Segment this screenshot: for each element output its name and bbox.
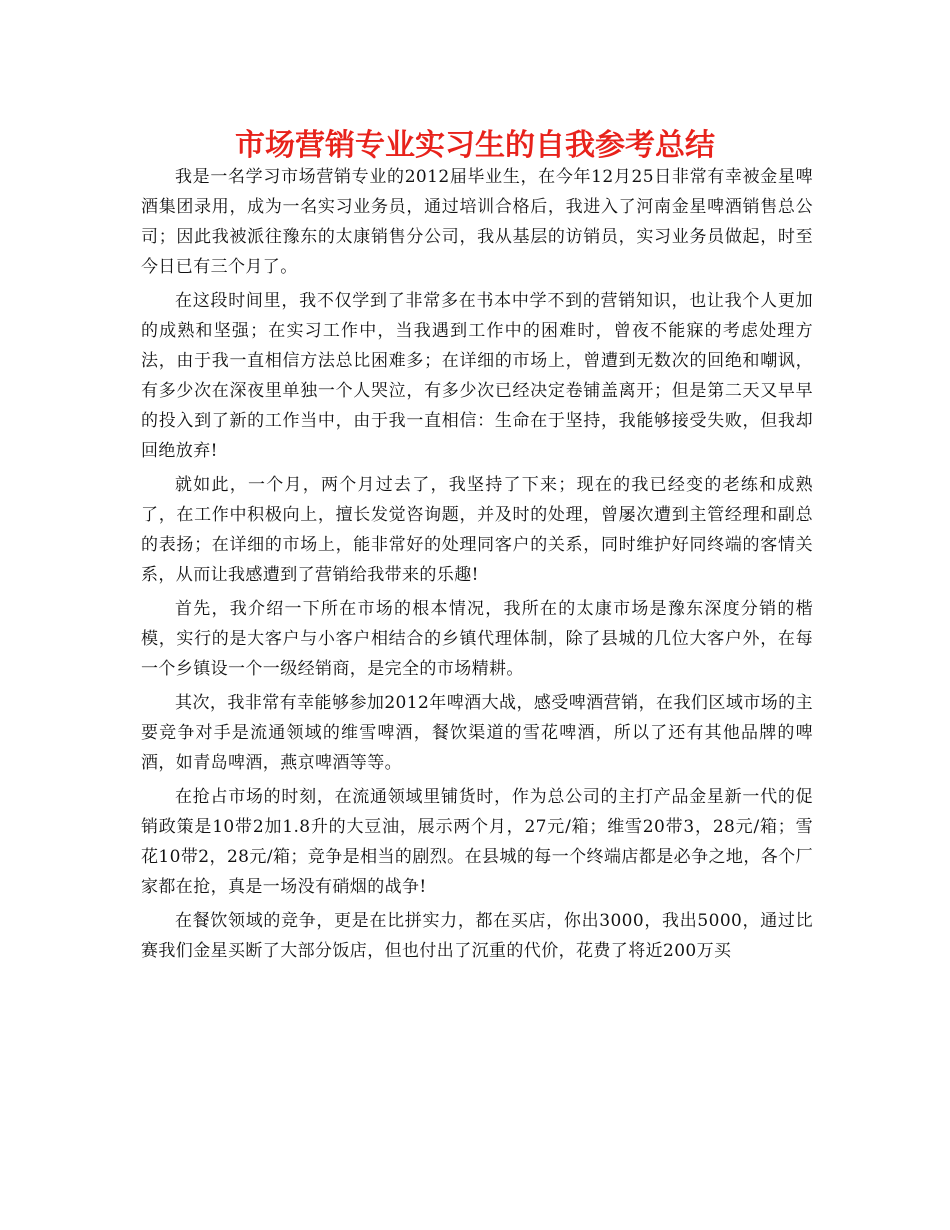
document-body: [141, 162, 813, 970]
paragraph-2: 在这段时间里，我不仅学到了非常多在书本中学不到的营销知识，也让我个人更加的成熟和坚强；在实习工作中，当我遇到工作中的困难时，曾夜不能寐的考虑处理方法，由于我一直相信方法总比困难多；在详细的市场上，曾遭到无数次的回绝和嘲讽，有多少次在深夜里单独一个人哭泣，有多少次已经决定卷铺盖离开；但是第二天又早早的投入到了新的工作当中，由于我一直相信：生命在于坚持，我能够接受失败，但我却回绝放弃!: [141, 291, 813, 461]
paragraph-7: 在餐饮领域的竞争，更是在比拼实力，都在买店，你出3000，我出5000，通过比赛我们金星买断了大部分饭店，但也付出了沉重的代价，花费了将近200万买: [141, 911, 813, 961]
paragraph-6: 在抢占市场的时刻，在流通领域里铺货时，作为总公司的主打产品金星新一代的促销政策是10带2加1.8升的大豆油，展示两个月，27元/箱；维雪20带3，28元/箱；雪花10带2，28元/箱；竞争是相当的剧烈。在县城的每一个终端店都是必争之地，各个厂家都在抢，真是一场没有硝烟的战争!: [141, 787, 813, 897]
paragraph-4: 首先，我介绍一下所在市场的根本情况，我所在的太康市场是豫东深度分销的楷模，实行的是大客户与小客户相结合的乡镇代理体制，除了县城的几位大客户外，在每一个乡镇设一个一级经销商，是完全的市场精耕。: [141, 599, 813, 679]
document-title: 市场营销专业实习生的自我参考总结: [235, 128, 715, 163]
paragraph-5: 其次，我非常有幸能够参加2012年啤酒大战，感受啤酒营销，在我们区域市场的主要竞争对手是流通领域的维雪啤酒，餐饮渠道的雪花啤酒，所以了还有其他品牌的啤酒，如青岛啤酒，燕京啤酒等等。: [141, 693, 813, 773]
paragraph-1: 我是一名学习市场营销专业的2012届毕业生，在今年12月25日非常有幸被金星啤酒集团录用，成为一名实习业务员，通过培训合格后，我进入了河南金星啤酒销售总公司；因此我被派往豫东的太康销售分公司，我从基层的访销员，实习业务员做起，时至今日已有三个月了。: [141, 167, 813, 277]
paragraph-3: 就如此，一个月，两个月过去了，我坚持了下来；现在的我已经变的老练和成熟了，在工作中积极向上，擅长发觉咨询题，并及时的处理，曾屡次遭到主管经理和副总的表扬；在详细的市场上，能非常好的处理同客户的关系，同时维护好同终端的客情关系，从而让我感遭到了营销给我带来的乐趣!: [141, 475, 813, 585]
